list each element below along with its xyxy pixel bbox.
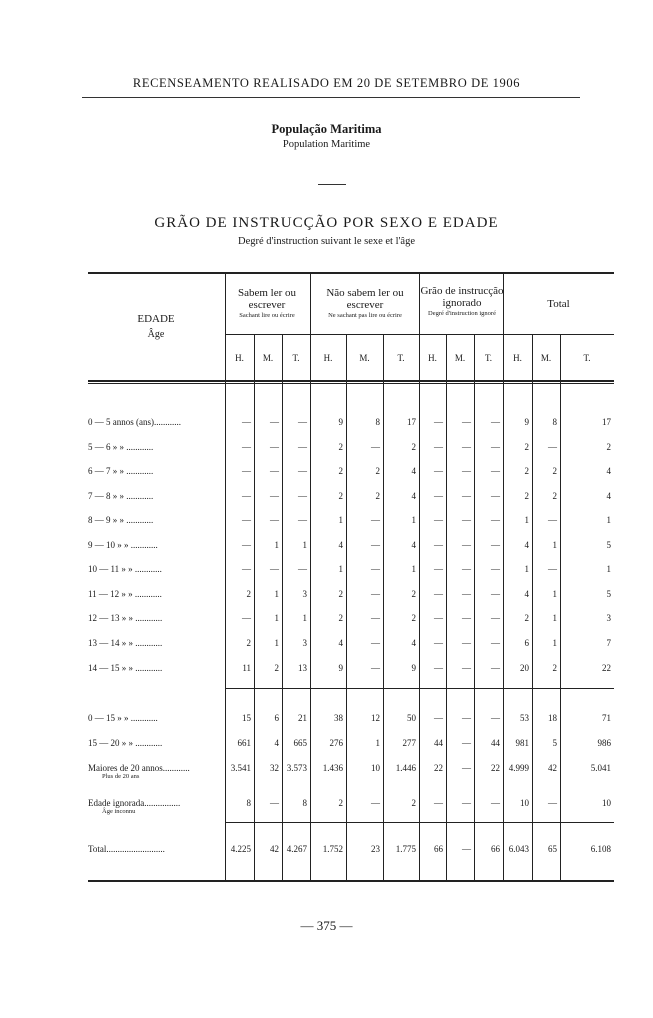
table-cell: 5 (552, 738, 557, 748)
table-cell: — (462, 798, 471, 808)
table-cell: — (462, 844, 471, 854)
table-cell: 22 (491, 763, 500, 773)
table-cell: — (298, 515, 307, 525)
table-cell: 6.108 (590, 844, 611, 854)
table-cell: 2 (411, 589, 416, 599)
table-cell: 9 (411, 663, 416, 673)
table-cell: 4.999 (508, 763, 529, 773)
table-cell: 1.446 (395, 763, 416, 773)
row-label (88, 515, 224, 525)
group-sub-label: Ne sachant pas lire ou écrire (328, 312, 402, 320)
column-rule (419, 272, 420, 880)
table-cell: — (434, 638, 443, 648)
table-cell: 1 (274, 613, 279, 623)
table-cell: — (270, 564, 279, 574)
row-label-main: 14 — 15 » » ............ (88, 663, 163, 673)
table-cell: 2 (338, 491, 343, 501)
table-cell: — (491, 564, 500, 574)
row-label-sub: Âge inconnu (102, 808, 136, 815)
table-cell: 9 (338, 417, 343, 427)
row-label (88, 540, 224, 550)
table-cell: 665 (293, 738, 307, 748)
row-label-main: 13 — 14 » » ............ (88, 638, 163, 648)
table-cell: 8 (302, 798, 307, 808)
table-cell: 4 (606, 466, 611, 476)
table-cell: 1 (552, 540, 557, 550)
table-cell: — (548, 798, 557, 808)
table-cell: 3 (302, 589, 307, 599)
table-cell: 2 (375, 491, 380, 501)
table-cell: — (462, 713, 471, 723)
table-subtitle: Degré d'instruction suivant le sexe et l'âge (238, 236, 415, 247)
table-cell: 1 (274, 638, 279, 648)
table-cell: 8 (246, 798, 251, 808)
row-label (88, 613, 224, 623)
row-label-main: 10 — 11 » » ............ (88, 564, 162, 574)
group-header-literate (225, 288, 309, 320)
subcol-header: H. (235, 353, 244, 363)
table-cell: 66 (491, 844, 500, 854)
row-label-sub: Plus de 20 ans (102, 773, 140, 780)
table-cell: — (270, 491, 279, 501)
row-label (88, 763, 224, 780)
table-cell: 2 (375, 466, 380, 476)
section-rule (225, 822, 614, 823)
table-cell: 4 (524, 540, 529, 550)
subcol-header: H. (323, 353, 333, 363)
subcol-header: H. (428, 353, 437, 363)
section-subtitle: Population Maritime (282, 139, 371, 150)
table-cell: 2 (338, 466, 343, 476)
group-header-total (503, 299, 614, 311)
table-cell: 8 (375, 417, 380, 427)
table-cell: — (434, 589, 443, 599)
table-cell: 2 (338, 798, 343, 808)
group-sub-label: Sachant lire ou écrire (239, 312, 295, 320)
table-cell: 10 (371, 763, 380, 773)
table-cell: — (462, 638, 471, 648)
row-label (88, 798, 224, 815)
table-cell: 1 (411, 515, 416, 525)
table-cell: — (462, 442, 471, 452)
subcol-header: T. (292, 353, 300, 363)
table-cell: — (270, 515, 279, 525)
table-cell: 21 (298, 713, 307, 723)
table-cell: 9 (338, 663, 343, 673)
table-cell: 38 (334, 713, 343, 723)
table-cell: — (371, 613, 380, 623)
table-cell: — (371, 589, 380, 599)
column-rule (310, 272, 311, 880)
table-cell: — (434, 663, 443, 673)
table-cell: 1 (338, 515, 343, 525)
stub-header (88, 314, 224, 340)
table-cell: 23 (371, 844, 380, 854)
table-cell: 17 (602, 417, 611, 427)
table-cell: 4 (274, 738, 279, 748)
table-cell: — (242, 417, 251, 427)
column-rule (503, 272, 504, 880)
table-cell: 1.775 (395, 844, 416, 854)
row-label-main: Edade ignorada................ (88, 798, 181, 808)
table-cell: 5 (606, 540, 611, 550)
table-cell: 2 (524, 613, 529, 623)
table-cell: 1.436 (322, 763, 343, 773)
separator-rule (318, 184, 346, 185)
table-cell: 4 (411, 540, 416, 550)
table-cell: — (491, 466, 500, 476)
table-cell: 4.267 (286, 844, 307, 854)
table-cell: 4 (606, 491, 611, 501)
table-cell: 1 (274, 589, 279, 599)
row-label-main: 15 — 20 » » ............ (88, 738, 163, 748)
table-cell: — (298, 491, 307, 501)
row-label-main: 11 — 12 » » ............ (88, 589, 162, 599)
table-cell: 2 (606, 442, 611, 452)
table-cell: 277 (402, 738, 416, 748)
table-cell: 22 (434, 763, 443, 773)
table-cell: 986 (597, 738, 611, 748)
table-cell: 1 (606, 515, 611, 525)
table-cell: — (434, 515, 443, 525)
table-cell: — (491, 613, 500, 623)
table-cell: 2 (411, 798, 416, 808)
table-cell: 1 (552, 613, 557, 623)
table-cell: 4 (338, 638, 343, 648)
table-cell: 32 (270, 763, 279, 773)
table-cell: 18 (548, 713, 557, 723)
table-cell: 661 (237, 738, 251, 748)
row-label-main: Total.......................... (88, 844, 165, 854)
table-cell: — (462, 738, 471, 748)
table-cell: — (371, 638, 380, 648)
table-cell: — (434, 466, 443, 476)
row-label-main: 9 — 10 » » ............ (88, 540, 158, 550)
running-head: RECENSEAMENTO REALISADO EM 20 DE SETEMBRO DE 1906 (132, 76, 521, 90)
table-cell: — (462, 613, 471, 623)
row-label-main: 0 — 5 annos (ans)............ (88, 417, 181, 427)
subcol-header: T. (397, 353, 405, 363)
table-cell: 5 (606, 589, 611, 599)
table-cell: 17 (407, 417, 416, 427)
stub-header-sub: Âge (147, 328, 165, 340)
table-cell: — (462, 663, 471, 673)
table-cell: — (434, 491, 443, 501)
table-cell: 50 (407, 713, 416, 723)
table-cell: 1 (552, 638, 557, 648)
table-cell: 1 (302, 613, 307, 623)
data-table (88, 272, 614, 882)
subcol-header: H. (513, 353, 522, 363)
table-cell: — (298, 466, 307, 476)
table-cell: 1 (524, 515, 529, 525)
table-cell: 2 (552, 491, 557, 501)
table-cell: — (462, 491, 471, 501)
row-label-main: 0 — 15 » » ............ (88, 713, 158, 723)
table-cell: 71 (602, 713, 611, 723)
section-title: População Maritima (271, 122, 382, 136)
table-cell: — (298, 564, 307, 574)
group-header-unknown (419, 286, 505, 318)
table-cell: — (270, 466, 279, 476)
table-cell: 3 (606, 613, 611, 623)
table-cell: — (462, 466, 471, 476)
table-cell: — (491, 713, 500, 723)
table-cell: 276 (329, 738, 343, 748)
header-bottom-rule-thin (88, 383, 614, 384)
table-cell: — (434, 613, 443, 623)
table-cell: 15 (242, 713, 251, 723)
table-cell: 4 (411, 638, 416, 648)
table-cell: — (242, 442, 251, 452)
subcol-header: M. (262, 353, 274, 363)
subcol-header: M. (359, 353, 370, 363)
table-cell: — (491, 540, 500, 550)
row-label (88, 738, 224, 748)
table-cell: 1 (524, 564, 529, 574)
table-cell: 4 (524, 589, 529, 599)
table-cell: — (548, 564, 557, 574)
table-cell: 1 (606, 564, 611, 574)
table-cell: 2 (246, 589, 251, 599)
table-cell: — (242, 515, 251, 525)
table-cell: 2 (552, 663, 557, 673)
table-cell: — (548, 442, 557, 452)
subcol-header: M. (540, 353, 552, 363)
table-cell: 12 (371, 713, 380, 723)
subcol-header: T. (484, 353, 493, 363)
row-label-main: 6 — 7 » » ............ (88, 466, 154, 476)
table-cell: 6.043 (508, 844, 529, 854)
row-label-main: 5 — 6 » » ............ (88, 442, 154, 452)
table-cell: 11 (242, 663, 251, 673)
table-cell: — (434, 798, 443, 808)
table-cell: — (491, 663, 500, 673)
table-cell: 3.573 (286, 763, 307, 773)
table-cell: 6 (524, 638, 529, 648)
table-cell: 4 (338, 540, 343, 550)
row-label (88, 491, 224, 501)
table-cell: — (298, 442, 307, 452)
table-cell: — (491, 515, 500, 525)
table-cell: 66 (434, 844, 443, 854)
header-bottom-rule (88, 380, 614, 382)
table-cell: — (270, 417, 279, 427)
table-top-rule (88, 272, 614, 274)
row-label (88, 638, 224, 648)
table-cell: 5.041 (590, 763, 611, 773)
table-cell: 1 (375, 738, 380, 748)
table-title: GRÃO DE INSTRUCÇÃO POR SEXO E EDADE (154, 215, 499, 231)
group-sub-label: Degré d'instruction ignoré (428, 310, 496, 318)
table-cell: — (462, 515, 471, 525)
table-cell: 65 (548, 844, 557, 854)
table-cell: — (548, 515, 557, 525)
table-cell: — (491, 798, 500, 808)
row-label-main: Maiores de 20 annos............ (88, 763, 190, 773)
table-cell: 10 (602, 798, 611, 808)
table-cell: 8 (552, 417, 557, 427)
table-cell: 2 (274, 663, 279, 673)
table-cell: — (462, 589, 471, 599)
table-cell: 2 (524, 491, 529, 501)
table-cell: 1 (274, 540, 279, 550)
header-rule (82, 97, 580, 98)
table-cell: — (242, 564, 251, 574)
table-cell: 13 (298, 663, 307, 673)
table-cell: 20 (520, 663, 529, 673)
table-cell: 2 (411, 442, 416, 452)
table-cell: 2 (552, 466, 557, 476)
table-cell: 44 (434, 738, 443, 748)
table-cell: — (298, 417, 307, 427)
group-main-label: Não sabem ler ou escrever (326, 287, 404, 311)
section-rule (225, 688, 614, 689)
subheader-top-rule (225, 334, 614, 335)
row-label (88, 663, 224, 673)
table-cell: — (491, 417, 500, 427)
table-cell: — (491, 589, 500, 599)
column-rule (225, 272, 226, 880)
table-cell: — (371, 564, 380, 574)
table-cell: — (462, 763, 471, 773)
subcol-header: T. (583, 353, 591, 363)
table-cell: 1 (552, 589, 557, 599)
table-cell: — (434, 564, 443, 574)
table-cell: — (434, 713, 443, 723)
table-cell: — (491, 638, 500, 648)
table-cell: 2 (338, 613, 343, 623)
table-cell: — (371, 515, 380, 525)
table-cell: 1 (411, 564, 416, 574)
table-cell: — (371, 798, 380, 808)
table-cell: — (491, 442, 500, 452)
subcol-header: M. (454, 353, 466, 363)
table-cell: 2 (524, 442, 529, 452)
table-cell: 4.225 (230, 844, 251, 854)
table-cell: 22 (602, 663, 611, 673)
table-cell: 6 (274, 713, 279, 723)
row-label-main: 12 — 13 » » ............ (88, 613, 163, 623)
row-label-main: 7 — 8 » » ............ (88, 491, 154, 501)
row-label (88, 466, 224, 476)
table-cell: — (242, 466, 251, 476)
table-cell: 10 (520, 798, 529, 808)
table-cell: — (434, 540, 443, 550)
table-cell: — (270, 798, 279, 808)
table-cell: 1.752 (322, 844, 343, 854)
table-cell: — (462, 564, 471, 574)
row-label (88, 844, 224, 854)
table-cell: 1 (338, 564, 343, 574)
table-cell: — (270, 442, 279, 452)
table-cell: 1 (302, 540, 307, 550)
group-main-label: Grão de instrucção ignorado (420, 285, 504, 309)
table-cell: 2 (524, 466, 529, 476)
table-cell: 2 (338, 442, 343, 452)
table-bottom-rule (88, 880, 614, 882)
table-cell: — (371, 540, 380, 550)
table-cell: 2 (411, 613, 416, 623)
table-cell: 2 (338, 589, 343, 599)
stub-header-main: EDADE (137, 313, 175, 325)
table-cell: 3 (302, 638, 307, 648)
table-cell: — (242, 540, 251, 550)
table-cell: 9 (524, 417, 529, 427)
table-cell: 42 (548, 763, 557, 773)
table-cell: — (242, 491, 251, 501)
table-cell: 3.541 (230, 763, 251, 773)
table-cell: 4 (411, 491, 416, 501)
table-cell: — (371, 442, 380, 452)
table-cell: — (434, 442, 443, 452)
table-cell: 44 (491, 738, 500, 748)
table-cell: — (434, 417, 443, 427)
row-label (88, 713, 224, 723)
row-label-main: 8 — 9 » » ............ (88, 515, 154, 525)
row-label (88, 564, 224, 574)
group-header-illiterate (310, 288, 420, 320)
table-cell: 7 (606, 638, 611, 648)
row-label (88, 589, 224, 599)
table-cell: — (242, 613, 251, 623)
group-main-label: Total (547, 298, 570, 310)
table-cell: 981 (515, 738, 529, 748)
table-cell: — (462, 417, 471, 427)
table-cell: — (371, 663, 380, 673)
table-cell: 4 (411, 466, 416, 476)
table-cell: 2 (246, 638, 251, 648)
table-cell: 53 (520, 713, 529, 723)
row-label (88, 442, 224, 452)
page-number: — 375 — (300, 918, 353, 933)
table-cell: — (462, 540, 471, 550)
table-cell: 42 (270, 844, 279, 854)
row-label (88, 417, 224, 427)
table-cell: — (491, 491, 500, 501)
group-main-label: Sabem ler ou escrever (237, 287, 297, 311)
